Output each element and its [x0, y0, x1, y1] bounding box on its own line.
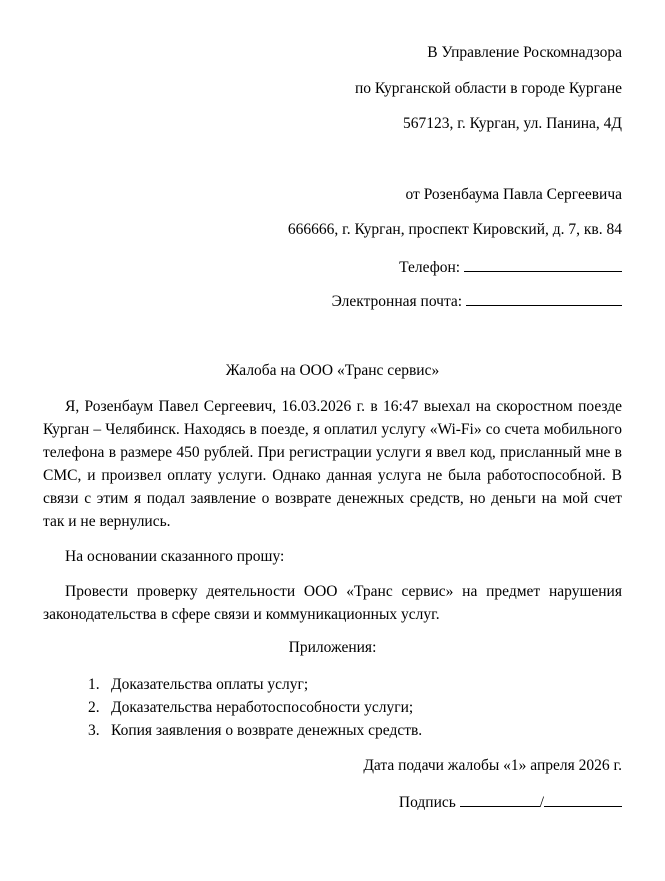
- signature-blank: [460, 792, 540, 807]
- attachment-item: 2. Доказательства неработоспособности услуги;: [88, 699, 414, 716]
- email-blank: [466, 291, 622, 306]
- complaint-text: Я, Розенбаум Павел Сергеевич, 16.03.2026 г. в 16:47 выехал на скоростном поезде Курган – Челябинск. Находясь в поезде, я оплатил услугу «Wi-Fi» со счета мобильного телефона в размере 450 рублей. При регистрации услуги я ввел код, присланный мне в СМС, и произвел оплату услуги. Однако данная услуга не была работоспособной. В связи с этим я подал заявление о возврате денежных средств, но деньги на мой счет так и не вернулись.: [43, 398, 622, 530]
- request-paragraph: [43, 580, 622, 626]
- addressee-line-1: В Управление Роскомнадзора: [427, 44, 622, 61]
- attachments-heading: Приложения:: [288, 639, 377, 656]
- phone-label: Телефон:: [399, 259, 461, 276]
- request-intro-paragraph: [43, 545, 622, 568]
- attachments-list: [88, 673, 422, 742]
- phone-blank: [464, 257, 622, 272]
- attachment-item: 3. Копия заявления о возврате денежных средств.: [88, 722, 423, 739]
- request-text: Провести проверку деятельности ООО «Транс сервис» на предмет нарушения законодательства в сфере связи и коммуникационных услуг.: [43, 583, 622, 623]
- sender-address: 666666, г. Курган, проспект Кировский, д. 7, кв. 84: [287, 221, 622, 238]
- signature-line: [399, 792, 622, 812]
- phone-line: [399, 257, 622, 277]
- signature-separator: /: [539, 794, 544, 811]
- email-line: [332, 291, 622, 311]
- document-title: Жалоба на ООО «Транс сервис»: [225, 362, 440, 379]
- complaint-paragraph: [43, 395, 622, 533]
- addressee-line-3: 567123, г. Курган, ул. Панина, 4Д: [402, 115, 622, 132]
- signature-label: Подпись: [398, 794, 456, 811]
- sender-name: от Розенбаума Павла Сергеевича: [405, 186, 622, 203]
- addressee-line-2: по Курганской области в городе Кургане: [354, 80, 622, 97]
- attachment-item: 1. Доказательства оплаты услуг;: [88, 676, 309, 693]
- signature-name-blank: [544, 792, 622, 807]
- submission-date: Дата подачи жалобы «1» апреля 2026 г.: [363, 757, 622, 774]
- email-label: Электронная почта:: [331, 293, 463, 310]
- request-intro-text: На основании сказанного прошу:: [65, 548, 285, 565]
